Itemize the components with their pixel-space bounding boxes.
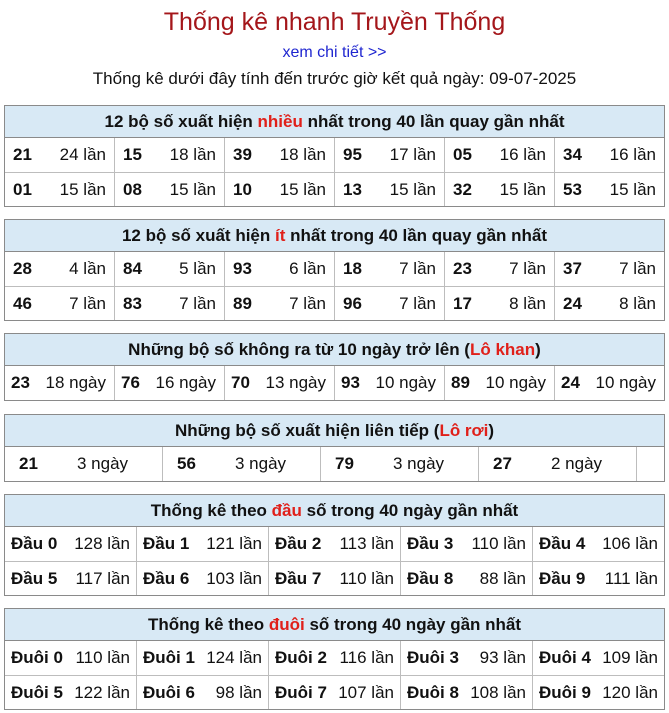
stat-cell [224, 138, 334, 172]
table-row [5, 641, 664, 675]
stat-cell [554, 252, 664, 286]
stat-value: 15 lần [279, 179, 326, 199]
stat-cell [162, 447, 320, 481]
stat-key: 21 [13, 145, 32, 164]
stat-cell [5, 173, 114, 206]
stat-key: Đuôi 0 [11, 648, 63, 667]
stat-key: Đuôi 5 [11, 682, 63, 702]
highlight-text: Lô khan [469, 340, 536, 359]
stat-value: 8 lần [619, 293, 656, 313]
stat-value: 117 lần [75, 568, 130, 588]
stat-value: 110 lần [339, 568, 394, 588]
stat-value: 13 ngày [265, 373, 326, 392]
stat-cell [334, 252, 444, 286]
stat-value: 111 lần [604, 568, 658, 588]
stat-value: 3 ngày [393, 454, 445, 473]
stat-cell [5, 447, 162, 481]
stat-key: 76 [121, 373, 140, 392]
section-duoi [4, 608, 665, 710]
stat-key: 08 [123, 179, 142, 199]
stat-key: Đầu 3 [407, 534, 454, 553]
stat-key: Đuôi 8 [407, 682, 459, 702]
stat-rows [5, 447, 664, 481]
stat-cell [444, 287, 554, 320]
stat-key: 23 [453, 259, 472, 278]
table-row [5, 675, 664, 709]
stat-key: 24 [561, 373, 580, 392]
stat-key: Đầu 8 [407, 568, 454, 588]
stat-cell [334, 138, 444, 172]
stat-key: Đầu 5 [11, 568, 58, 588]
stat-value: 18 lần [279, 145, 326, 164]
stat-value: 24 lần [59, 145, 106, 164]
stat-key: 46 [13, 293, 32, 313]
section-most-frequent [4, 105, 665, 207]
stat-cell [268, 676, 400, 709]
stat-cell [554, 366, 664, 400]
stat-cell [136, 641, 268, 675]
stat-cell [5, 527, 136, 561]
stat-value: 8 lần [509, 293, 546, 313]
stat-value: 7 lần [509, 259, 546, 278]
stat-cell [224, 252, 334, 286]
section-header: 12 bộ số xuất hiện nhiều nhất trong 40 lần quay gần nhất [5, 106, 664, 138]
stat-value: 7 lần [399, 259, 436, 278]
stat-cell [114, 138, 224, 172]
stat-cell [400, 676, 532, 709]
stat-key: 10 [233, 179, 252, 199]
stat-key: 70 [231, 373, 250, 392]
stat-cell [136, 676, 268, 709]
stat-key: Đuôi 2 [275, 648, 327, 667]
stat-value: 122 lần [74, 682, 130, 702]
stat-value: 103 lần [206, 568, 262, 588]
stat-value: 121 lần [206, 534, 262, 553]
highlight-text: đuôi [268, 615, 305, 634]
stat-key: Đầu 6 [143, 568, 190, 588]
stat-value: 15 lần [609, 179, 656, 199]
stat-key: Đuôi 3 [407, 648, 459, 667]
stat-cell [444, 252, 554, 286]
stat-key: 24 [563, 293, 582, 313]
stat-key: 93 [341, 373, 360, 392]
stat-value: 6 lần [289, 259, 326, 278]
stat-cell [268, 641, 400, 675]
highlight-text: đầu [271, 501, 302, 520]
stat-key: Đầu 7 [275, 568, 322, 588]
table-row [5, 447, 664, 481]
stat-value: 113 lần [339, 534, 394, 553]
stat-cell [554, 287, 664, 320]
stat-cell [444, 138, 554, 172]
stat-value: 7 lần [289, 293, 326, 313]
stat-value: 109 lần [602, 648, 658, 667]
stat-cell [444, 366, 554, 400]
stat-cell [532, 676, 664, 709]
table-row [5, 172, 664, 206]
stat-value: 3 ngày [235, 454, 287, 473]
stat-value: 116 lần [339, 648, 394, 667]
stat-cell [136, 562, 268, 595]
stat-key: 34 [563, 145, 582, 164]
section-dau [4, 494, 665, 596]
stat-cell [320, 447, 478, 481]
stat-key: 21 [19, 454, 38, 473]
table-row [5, 138, 664, 172]
section-header: Những bộ số không ra từ 10 ngày trở lên (Lô khan) [5, 334, 664, 366]
stat-key: 37 [563, 259, 582, 278]
stat-key: 56 [177, 454, 196, 473]
stat-rows [5, 252, 664, 320]
stat-cell [224, 287, 334, 320]
stat-key: 39 [233, 145, 252, 164]
stat-cell [5, 366, 114, 400]
stat-key: 15 [123, 145, 142, 164]
stat-cell [224, 366, 334, 400]
stat-key: 93 [233, 259, 252, 278]
stat-cell [114, 287, 224, 320]
stat-value: 3 ngày [77, 454, 129, 473]
stat-value: 18 lần [169, 145, 216, 164]
section-header: 12 bộ số xuất hiện ít nhất trong 40 lần quay gần nhất [5, 220, 664, 252]
stat-key: 53 [563, 179, 582, 199]
stat-cell [114, 252, 224, 286]
stat-cell [478, 447, 636, 481]
table-row [5, 286, 664, 320]
highlight-text: Lô rơi [439, 421, 489, 440]
highlight-text: nhiều [257, 112, 303, 131]
stat-key: 83 [123, 293, 142, 313]
stat-value: 16 lần [609, 145, 656, 164]
stat-value: 110 lần [75, 648, 130, 667]
stat-cell [5, 287, 114, 320]
stat-cell [532, 562, 664, 595]
stat-key: 89 [451, 373, 470, 392]
stat-key: Đuôi 4 [539, 648, 591, 667]
stat-cell [334, 287, 444, 320]
stat-value: 124 lần [206, 648, 262, 667]
stat-value: 120 lần [602, 682, 658, 702]
stat-cell [334, 366, 444, 400]
stat-key: Đầu 1 [143, 534, 190, 553]
stat-key: Đuôi 6 [143, 682, 195, 702]
stat-value: 108 lần [470, 682, 526, 702]
stat-rows [5, 138, 664, 206]
stat-rows [5, 641, 664, 709]
stat-value: 7 lần [399, 293, 436, 313]
stat-cell [114, 366, 224, 400]
stat-cell [5, 138, 114, 172]
stat-value: 98 lần [215, 682, 262, 702]
stat-value: 128 lần [74, 534, 130, 553]
stat-cell [444, 173, 554, 206]
stat-value: 15 lần [59, 179, 106, 199]
detail-link[interactable]: xem chi tiết >> [282, 44, 387, 61]
table-row [5, 366, 664, 400]
stat-key: 05 [453, 145, 472, 164]
stat-key: 32 [453, 179, 472, 199]
stat-cell [400, 641, 532, 675]
stat-value: 16 ngày [155, 373, 216, 392]
stat-key: 84 [123, 259, 142, 278]
stat-key: Đuôi 7 [275, 682, 327, 702]
stat-cell [532, 527, 664, 561]
stat-cell [5, 562, 136, 595]
highlight-text: ít [275, 226, 286, 245]
stat-value: 16 lần [499, 145, 546, 164]
stat-cell [334, 173, 444, 206]
stat-key: 18 [343, 259, 362, 278]
stat-value: 10 ngày [375, 373, 436, 392]
stat-cell [554, 173, 664, 206]
stat-cell [224, 173, 334, 206]
stat-value: 4 lần [69, 259, 106, 278]
stat-key: 01 [13, 179, 32, 199]
page-header [0, 0, 669, 100]
stat-cell [400, 562, 532, 595]
section-header: Thống kê theo đuôi số trong 40 ngày gần nhất [5, 609, 664, 641]
stat-cell [532, 641, 664, 675]
stat-value: 15 lần [499, 179, 546, 199]
stat-value: 17 lần [389, 145, 436, 164]
section-header: Những bộ số xuất hiện liên tiếp (Lô rơi) [5, 415, 664, 447]
stat-cell [5, 676, 136, 709]
stat-value: 18 ngày [45, 373, 106, 392]
section-lo-khan [4, 333, 665, 401]
stat-value: 2 ngày [551, 454, 603, 473]
stat-rows [5, 527, 664, 595]
stat-value: 88 lần [479, 568, 526, 588]
section-header: Thống kê theo đầu số trong 40 ngày gần nhất [5, 495, 664, 527]
table-row [5, 561, 664, 595]
stat-value: 15 lần [389, 179, 436, 199]
stat-key: 79 [335, 454, 354, 473]
stat-key: Đuôi 1 [143, 648, 195, 667]
stat-cell [5, 252, 114, 286]
stat-value: 5 lần [179, 259, 216, 278]
stat-key: 28 [13, 259, 32, 278]
stat-value: 93 lần [479, 648, 526, 667]
stat-cell [136, 527, 268, 561]
stat-cell [268, 527, 400, 561]
stat-key: Đầu 4 [539, 534, 586, 553]
stat-cell [5, 641, 136, 675]
stat-key: Đầu 9 [539, 568, 586, 588]
table-row [5, 252, 664, 286]
section-lo-roi [4, 414, 665, 482]
stat-value: 10 ngày [595, 373, 656, 392]
stat-value: 7 lần [69, 293, 106, 313]
stat-cell [554, 138, 664, 172]
stat-key: 13 [343, 179, 362, 199]
page-title: Thống kê nhanh Truyền Thống [163, 8, 506, 36]
stat-key: Đuôi 9 [539, 682, 591, 702]
stat-cell [400, 527, 532, 561]
stat-key: Đầu 0 [11, 534, 58, 553]
stat-rows [5, 366, 664, 400]
page-subtitle: Thống kê dưới đây tính đến trước giờ kết quả ngày: 09-07-2025 [92, 69, 577, 88]
stat-value: 110 lần [471, 534, 526, 553]
stat-key: 17 [453, 293, 472, 313]
stat-key: 96 [343, 293, 362, 313]
stat-value: 15 lần [169, 179, 216, 199]
stat-key: 27 [493, 454, 512, 473]
table-row [5, 527, 664, 561]
stat-key: Đầu 2 [275, 534, 322, 553]
empty-cell [636, 447, 664, 481]
stat-value: 10 ngày [485, 373, 546, 392]
stat-value: 107 lần [338, 682, 394, 702]
section-least-frequent [4, 219, 665, 321]
stat-value: 7 lần [179, 293, 216, 313]
stat-value: 7 lần [619, 259, 656, 278]
stat-value: 106 lần [602, 534, 658, 553]
stat-cell [114, 173, 224, 206]
stat-cell [268, 562, 400, 595]
stat-key: 89 [233, 293, 252, 313]
stat-key: 95 [343, 145, 362, 164]
stat-key: 23 [11, 373, 30, 392]
